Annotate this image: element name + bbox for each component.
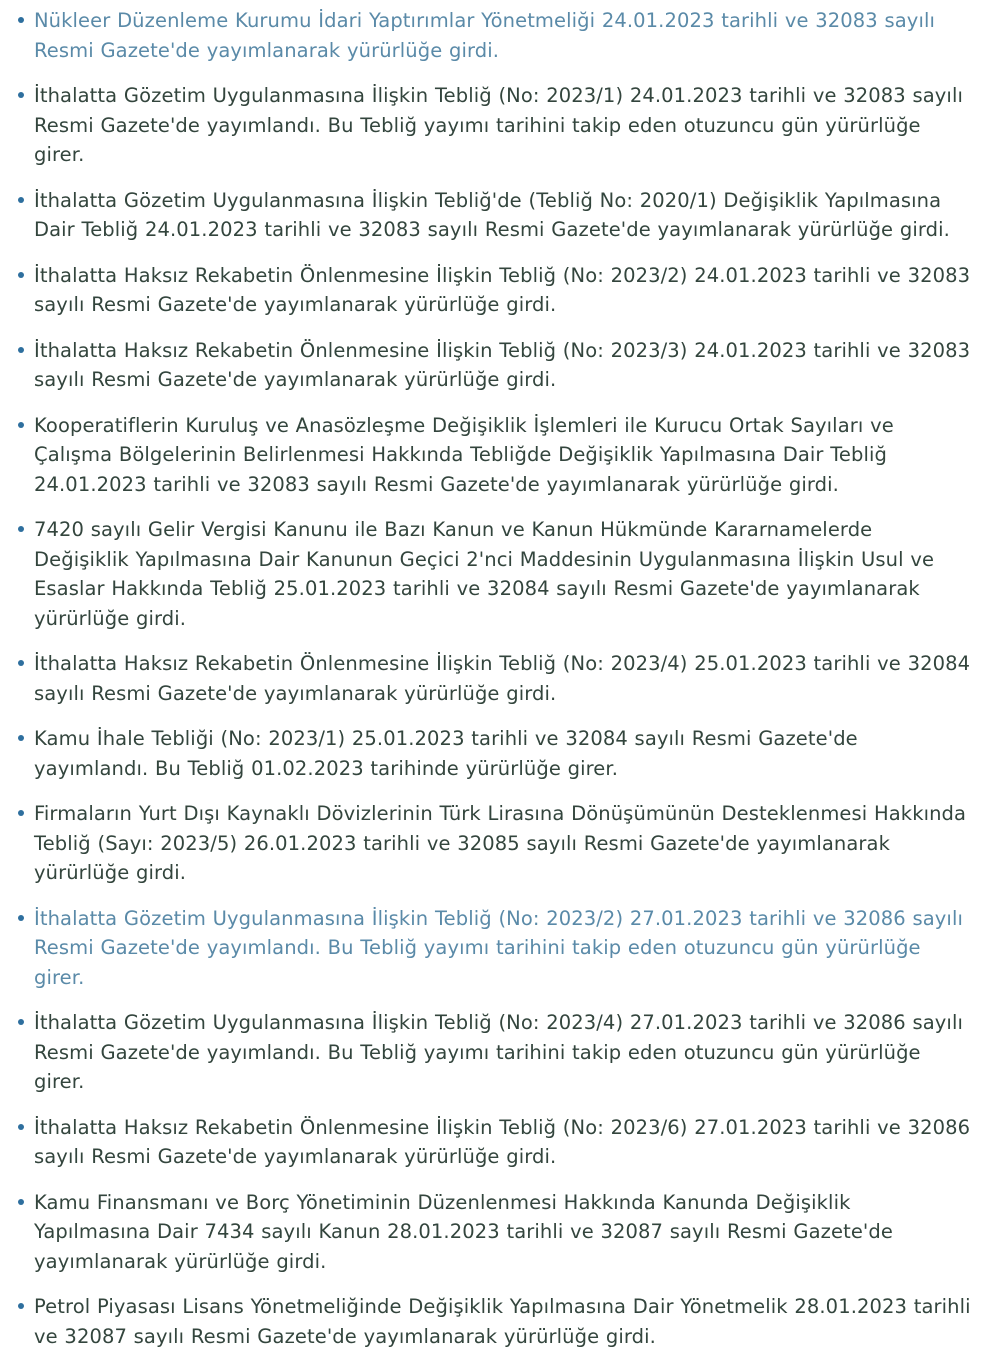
list-item — [8, 6, 972, 65]
bullet-dot-icon — [8, 515, 34, 532]
regulation-bullet-list — [8, 6, 972, 1351]
list-item-text: İthalatta Haksız Rekabetin Önlenmesine İlişkin Tebliğ (No: 2023/2) 24.01.2023 tarihli ve 32083 sayılı Resmi Gazete'de yayımlanarak yürürlüğe girdi. — [34, 263, 971, 316]
list-item-text: Kamu Finansmanı ve Borç Yönetiminin Düzenlenmesi Hakkında Kanunda Değişiklik Yapılmasına Dair 7434 sayılı Kanun 28.01.2023 tarihli ve 32087 sayılı Resmi Gazete'de yayımlanarak yürürlüğe girdi. — [34, 1190, 893, 1273]
list-item-text: İthalatta Haksız Rekabetin Önlenmesine İlişkin Tebliğ (No: 2023/6) 27.01.2023 tarihli ve 32086 sayılı Resmi Gazete'de yayımlanarak yürürlüğe girdi. — [34, 1115, 971, 1168]
list-item — [8, 904, 972, 993]
list-item-text: İthalatta Haksız Rekabetin Önlenmesine İlişkin Tebliğ (No: 2023/4) 25.01.2023 tarihli ve 32084 sayılı Resmi Gazete'de yayımlanarak yürürlüğe girdi. — [34, 652, 971, 705]
bullet-dot-icon — [8, 261, 34, 278]
bullet-dot-icon — [8, 186, 34, 203]
list-item-text: İthalatta Haksız Rekabetin Önlenmesine İlişkin Tebliğ (No: 2023/3) 24.01.2023 tarihli ve 32083 sayılı Resmi Gazete'de yayımlanarak yürürlüğe girdi. — [34, 338, 971, 391]
bullet-dot-icon — [8, 336, 34, 353]
list-item — [8, 81, 972, 170]
list-item-text: İthalatta Gözetim Uygulanmasına İlişkin Tebliğ (No: 2023/4) 27.01.2023 tarihli ve 32086 sayılı Resmi Gazete'de yayımlandı. Bu Tebliğ yayımı tarihini takip eden otuzuncu gün yürürlüğe girer. — [34, 1011, 963, 1093]
bullet-dot-icon — [8, 1292, 34, 1309]
bullet-dot-icon — [8, 1188, 34, 1205]
bullet-dot-icon — [8, 81, 34, 98]
list-item — [8, 336, 972, 395]
list-item — [8, 724, 972, 783]
list-item-text: Kooperatiflerin Kuruluş ve Anasözleşme Değişiklik İşlemleri ile Kurucu Ortak Sayıları ve Çalışma Bölgelerinin Belirlenmesi Hakkında Tebliğde Değişiklik Yapılmasına Dair Tebliğ 24.01.2023 tarihli ve 32083 sayılı Resmi Gazete'de yayımlanarak yürürlüğe girdi. — [34, 413, 894, 496]
bullet-dot-icon — [8, 799, 34, 816]
list-item-text: Petrol Piyasası Lisans Yönetmeliğinde Değişiklik Yapılmasına Dair Yönetmelik 28.01.2023 tarihli ve 32087 sayılı Resmi Gazete'de yayımlanarak yürürlüğe girdi. — [34, 1295, 971, 1348]
list-item — [8, 186, 972, 245]
list-item-text: Nükleer Düzenleme Kurumu İdari Yaptırımlar Yönetmeliği 24.01.2023 tarihli ve 32083 sayılı Resmi Gazete'de yayımlanarak yürürlüğe girdi. — [34, 9, 935, 62]
list-item — [8, 1113, 972, 1172]
list-item-text: Kamu İhale Tebliği (No: 2023/1) 25.01.2023 tarihli ve 32084 sayılı Resmi Gazete'de yayımlandı. Bu Tebliğ 01.02.2023 tarihinde yürürlüğe girer. — [34, 727, 858, 780]
list-item — [8, 649, 972, 708]
list-item — [8, 1188, 972, 1277]
bullet-dot-icon — [8, 904, 34, 921]
list-item — [8, 515, 972, 633]
bullet-dot-icon — [8, 724, 34, 741]
list-item-text: İthalatta Gözetim Uygulanmasına İlişkin Tebliğ (No: 2023/2) 27.01.2023 tarihli ve 32086 sayılı Resmi Gazete'de yayımlandı. Bu Tebliğ yayımı tarihini takip eden otuzuncu gün yürürlüğe girer. — [34, 906, 963, 989]
bullet-dot-icon — [8, 411, 34, 428]
list-item-text: İthalatta Gözetim Uygulanmasına İlişkin Tebliğ'de (Tebliğ No: 2020/1) Değişiklik Yapılmasına Dair Tebliğ 24.01.2023 tarihli ve 32083 sayılı Resmi Gazete'de yayımlanarak yürürlüğe girdi. — [34, 188, 950, 241]
list-item-text: İthalatta Gözetim Uygulanmasına İlişkin Tebliğ (No: 2023/1) 24.01.2023 tarihli ve 32083 sayılı Resmi Gazete'de yayımlandı. Bu Tebliğ yayımı tarihini takip eden otuzuncu gün yürürlüğe girer. — [34, 84, 963, 166]
bullet-dot-icon — [8, 649, 34, 666]
list-item — [8, 411, 972, 500]
bullet-dot-icon — [8, 6, 34, 23]
list-item — [8, 799, 972, 888]
bullet-dot-icon — [8, 1113, 34, 1130]
bullet-dot-icon — [8, 1008, 34, 1025]
list-item — [8, 1292, 972, 1351]
list-item — [8, 261, 972, 320]
list-item-text: Firmaların Yurt Dışı Kaynaklı Dövizlerinin Türk Lirasına Dönüşümünün Desteklenmesi Hakkında Tebliğ (Sayı: 2023/5) 26.01.2023 tarihli ve 32085 sayılı Resmi Gazete'de yayımlanarak yürürlüğe girdi. — [34, 802, 967, 884]
list-item-text: 7420 sayılı Gelir Vergisi Kanunu ile Bazı Kanun ve Kanun Hükmünde Kararnamelerde Değişiklik Yapılmasına Dair Kanunun Geçici 2'nci Maddesinin Uygulanmasına İlişkin Usul ve Esaslar Hakkında Tebliğ 25.01.2023 tarihli ve 32084 sayılı Resmi Gazete'de yayımlanarak yürürlüğe girdi. — [34, 518, 935, 630]
list-item — [8, 1008, 972, 1097]
